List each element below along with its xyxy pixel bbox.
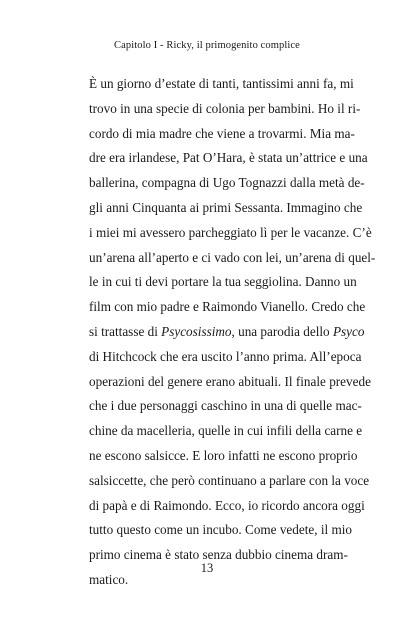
text-line: le in cui ti devi portare la tua seggiolina. Danno un <box>89 274 357 290</box>
text-line: primo cinema è stato senza dubbio cinema dram- <box>89 547 348 563</box>
text-line: salsiccette, che però continuano a parlare con la voce <box>89 472 370 488</box>
text-line-last: matico. <box>89 571 129 587</box>
text-line-with-titles <box>89 320 365 345</box>
text-line: film con mio padre e Raimondo Vianello. Credo che <box>89 299 366 315</box>
text-line: di Hitchcock che era uscito l’anno prima. All’epoca <box>89 348 362 364</box>
text-line: gli anni Cinquanta ai primi Sessanta. Immagino che <box>89 199 363 215</box>
text-line: cordo di mia madre che viene a trovarmi. Mia ma- <box>89 125 355 141</box>
text-line: ballerina, compagna di Ugo Tognazzi dalla metà de- <box>89 175 365 191</box>
text-line: che i due personaggi caschino in una di quelle mac- <box>89 398 362 414</box>
text-line: i miei mi avessero parcheggiato lì per le vacanze. C’è <box>89 224 372 240</box>
text-line: chine da macelleria, quelle in cui infili della carne e <box>89 423 363 439</box>
page-number: 13 <box>200 561 214 575</box>
text-line: operazioni del genere erano abituali. Il finale prevede <box>89 373 371 389</box>
text-line: È un giorno d’estate di tanti, tantissimi anni fa, mi <box>89 76 354 91</box>
text-line: tutto questo come un incubo. Come vedete, il mio <box>89 522 352 538</box>
film-title: Psycosissimo <box>161 323 232 339</box>
text-segment: si trattasse di <box>89 323 162 339</box>
body-paragraph <box>89 72 376 593</box>
text-line: di papà e di Raimondo. Ecco, io ricordo ancora oggi <box>89 497 365 513</box>
film-title: Psyco <box>332 323 365 339</box>
text-segment: , una parodia dello <box>231 323 333 339</box>
running-head: Capitolo I - Ricky, il primogenito complice <box>114 40 300 51</box>
text-line: trovo in una specie di colonia per bambini. Ho il ri- <box>89 100 361 116</box>
text-line: dre era irlandese, Pat O’Hara, è stata un’attrice e una <box>89 150 368 166</box>
text-line: ne escono salsicce. E loro infatti ne escono proprio <box>89 447 358 463</box>
text-line: un’arena all’aperto e ci vado con lei, un’arena di quel- <box>89 249 376 265</box>
